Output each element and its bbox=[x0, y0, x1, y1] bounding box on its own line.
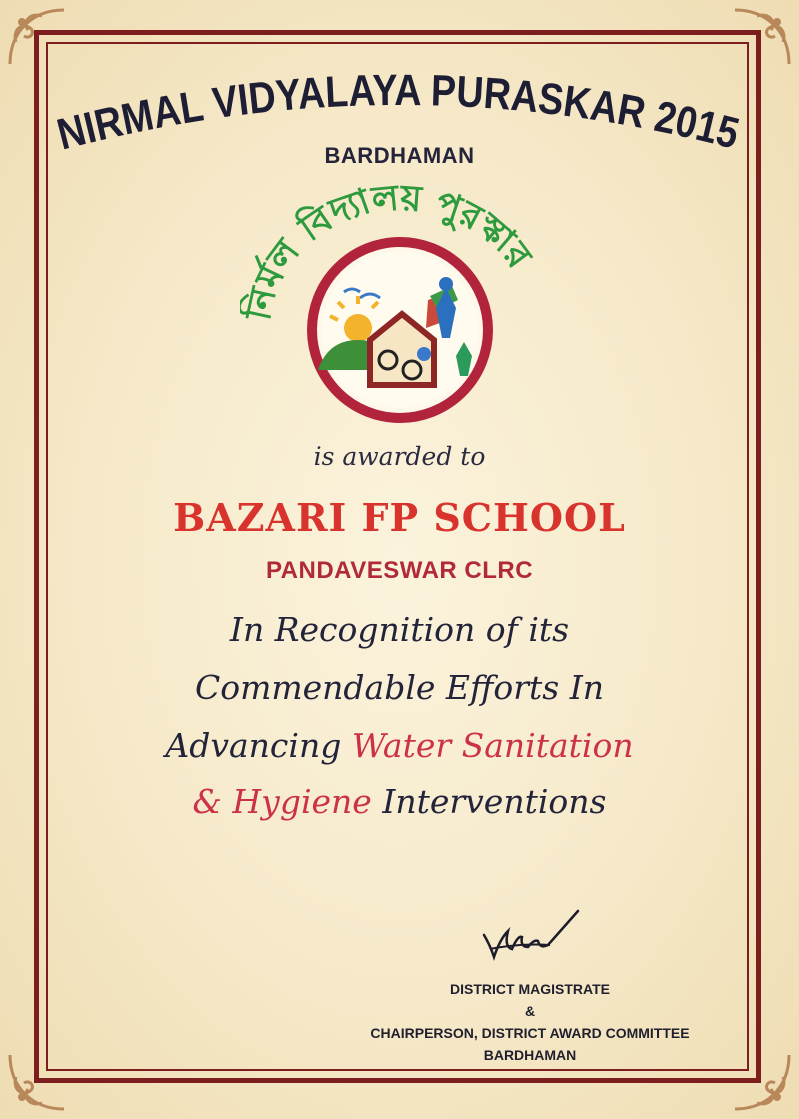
citation-line-2: Commendable Efforts In bbox=[194, 668, 605, 707]
signature-icon bbox=[470, 905, 580, 965]
citation-line-3-plain: Advancing bbox=[165, 726, 342, 765]
signatory-ampersand: & bbox=[524, 1003, 536, 1019]
signatory-block bbox=[330, 978, 730, 1066]
citation-line-4-highlight: & Hygiene bbox=[192, 782, 372, 821]
citation-line-4 bbox=[0, 782, 799, 821]
logo-bengali-text: নির্মল বিদ্যালয় পুরস্কার bbox=[240, 180, 540, 324]
corner-ornament-icon bbox=[727, 2, 797, 72]
recipient-clrc: PANDAVESWAR CLRC bbox=[265, 557, 534, 584]
recipient-name: BAZARI FP SCHOOL bbox=[173, 495, 626, 540]
signatory-role: CHAIRPERSON, DISTRICT AWARD COMMITTEE bbox=[370, 1025, 690, 1041]
signatory-place: BARDHAMAN bbox=[483, 1047, 577, 1063]
citation-line-4-plain: Interventions bbox=[382, 782, 607, 821]
certificate-title-text: NIRMAL VIDYALAYA PURASKAR 2015 bbox=[52, 70, 748, 160]
corner-ornament-icon bbox=[2, 1047, 72, 1117]
citation-line-3-highlight: Water Sanitation bbox=[351, 726, 634, 765]
signatory-title: DISTRICT MAGISTRATE bbox=[450, 981, 610, 997]
award-logo-icon bbox=[240, 180, 560, 430]
awarded-to-text: is awarded to bbox=[313, 442, 486, 471]
district-name: BARDHAMAN bbox=[324, 143, 475, 168]
corner-ornament-icon bbox=[727, 1047, 797, 1117]
citation-line-3 bbox=[0, 726, 799, 765]
corner-ornament-icon bbox=[2, 2, 72, 72]
citation-line-1: In Recognition of its bbox=[229, 610, 570, 649]
